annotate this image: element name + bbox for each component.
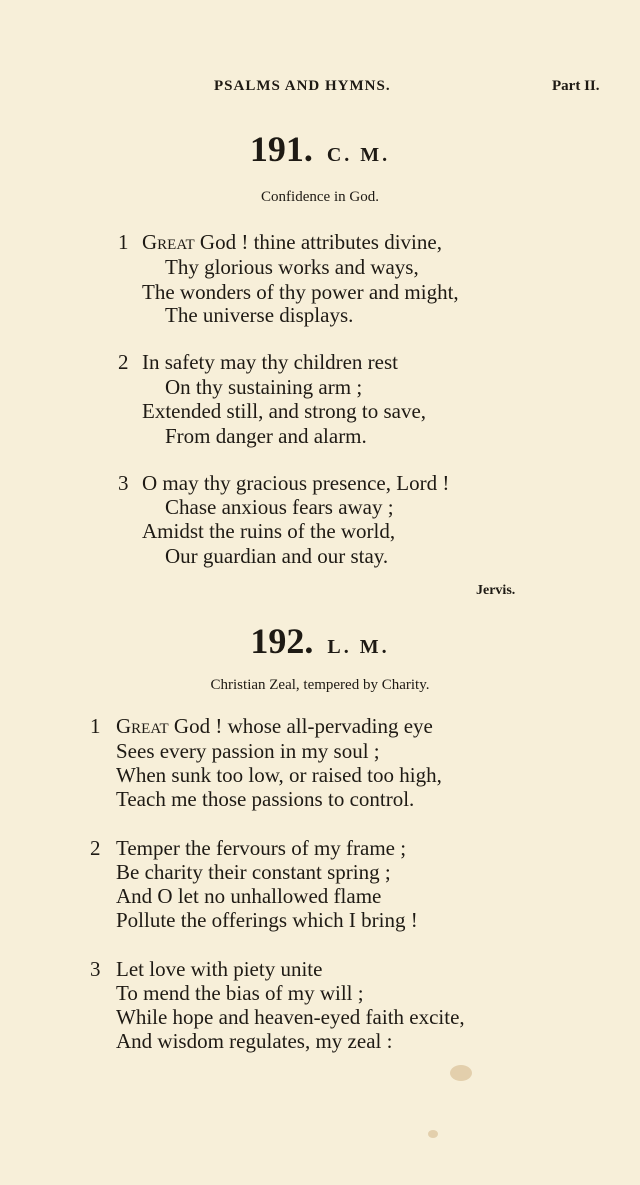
- stanza-number: 3: [118, 471, 129, 495]
- verse-line: Let love with piety unite: [116, 957, 323, 981]
- running-title: PSALMS AND HYMNS.: [214, 78, 391, 94]
- hymn-number: 192.: [250, 621, 314, 661]
- stanza-number: 3: [90, 957, 101, 981]
- verse-line: Be charity their constant spring ;: [116, 860, 391, 884]
- verse-line: And O let no unhallowed flame: [116, 884, 382, 908]
- verse-line: Our guardian and our stay.: [165, 544, 389, 568]
- verse-line: O may thy gracious presence, Lord !: [142, 471, 450, 495]
- hymn-192-heading: [0, 620, 640, 662]
- verse-line: From danger and alarm.: [165, 424, 367, 448]
- hymn-191-subtitle: Confidence in God.: [261, 189, 379, 205]
- verse-line: Extended still, and strong to save,: [142, 399, 427, 423]
- verse-line: Sees every passion in my soul ;: [116, 739, 380, 763]
- running-part: Part II.: [552, 78, 600, 94]
- stanza-number: 1: [118, 230, 129, 254]
- hymn-meter: L. M.: [327, 636, 390, 658]
- paper-stain: [450, 1065, 472, 1081]
- hymn-meter: C. M.: [326, 144, 391, 166]
- hymn-192-subtitle: Christian Zeal, tempered by Charity.: [210, 677, 430, 693]
- running-head: [0, 78, 640, 100]
- verse-line: On thy sustaining arm ;: [165, 375, 363, 399]
- verse-line: When sunk too low, or raised too high,: [116, 763, 442, 787]
- verse-line: And wisdom regulates, my zeal :: [116, 1029, 393, 1053]
- verse-line: Teach me those passions to control.: [116, 787, 415, 811]
- verse-line: Temper the fervours of my frame ;: [116, 836, 407, 860]
- verse-line: Thy glorious works and ways,: [165, 255, 419, 279]
- verse-line: In safety may thy children rest: [142, 350, 398, 374]
- stanza-number: 1: [90, 714, 101, 738]
- verse-line: The universe displays.: [165, 303, 354, 327]
- verse-line: Pollute the offerings which I bring !: [116, 908, 418, 932]
- stanza-number: 2: [118, 350, 129, 374]
- verse-line: The wonders of thy power and might,: [142, 280, 459, 304]
- paper-stain: [428, 1130, 438, 1138]
- verse-line: While hope and heaven-eyed faith excite,: [116, 1005, 465, 1029]
- verse-line: Great God ! whose all-pervading eye: [116, 714, 433, 738]
- hymn-191-heading: [0, 128, 640, 170]
- verse-line: Great God ! thine attributes divine,: [142, 230, 442, 254]
- verse-line: Chase anxious fears away ;: [165, 495, 394, 519]
- hymn-number: 191.: [249, 129, 313, 169]
- verse-line: To mend the bias of my will ;: [116, 981, 364, 1005]
- verse-line: Amidst the ruins of the world,: [142, 519, 396, 543]
- stanza-number: 2: [90, 836, 101, 860]
- author: Jervis.: [476, 583, 516, 598]
